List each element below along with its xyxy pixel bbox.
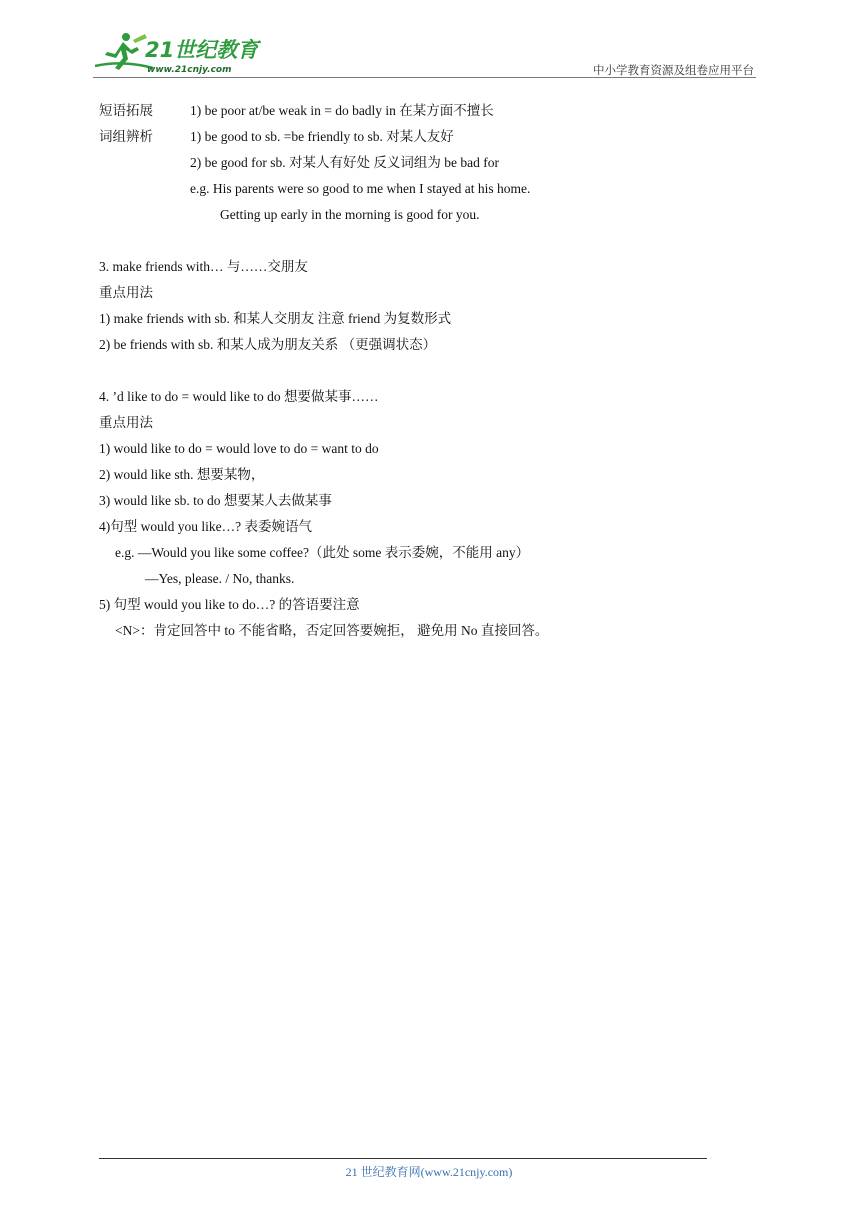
section-4-item-2: 2) would like sth. 想要某物， <box>99 467 265 482</box>
distinction-line-1: 1) be good to sb. =be friendly to sb. 对某人友好 <box>190 129 454 144</box>
section-4-title: 4. ’d like to do = would like to do 想要做某事…… <box>99 389 379 404</box>
spacer <box>99 228 759 254</box>
section-3-item-1: 1) make friends with sb. 和某人交朋友 注意 friend 为复数形式 <box>99 311 452 326</box>
section-3-key-usage-row <box>99 280 759 306</box>
section-3-title-row <box>99 254 759 280</box>
section-4-item-4-row <box>99 514 759 540</box>
document-body <box>99 98 759 644</box>
distinction-line-2: 2) be good for sb. 对某人有好处 反义词组为 be bad for <box>190 155 499 170</box>
section-4-item-3: 3) would like sb. to do 想要某人去做某事 <box>99 493 332 508</box>
distinction-example-1: e.g. His parents were so good to me when I stayed at his home. <box>190 181 531 196</box>
section-4-key-usage: 重点用法 <box>99 415 153 430</box>
section-4-item-5: 5) 句型 would you like to do…? 的答语要注意 <box>99 597 360 612</box>
section-4-example-2: —Yes, please. / No, thanks. <box>145 571 295 586</box>
section-3-item-2-row <box>99 332 759 358</box>
running-figure-icon <box>93 30 263 76</box>
distinction-row-2 <box>99 150 759 176</box>
expansion-line-1: 1) be poor at/be weak in = do badly in 在某方面不擅长 <box>190 103 494 118</box>
expansion-row <box>99 98 759 124</box>
section-4-example-1: e.g. —Would you like some coffee?（此处 some 表示委婉，不能用 any） <box>115 545 530 560</box>
distinction-row <box>99 124 759 150</box>
section-4-example-2-row <box>99 566 759 592</box>
section-4-key-usage-row <box>99 410 759 436</box>
distinction-row-3 <box>99 176 759 202</box>
section-4-item-1: 1) would like to do = would love to do = want to do <box>99 441 379 456</box>
header-divider <box>93 77 756 78</box>
section-4-item-4: 4)句型 would you like…? 表委婉语气 <box>99 519 312 534</box>
page-header <box>93 30 756 78</box>
section-3-item-1-row <box>99 306 759 332</box>
distinction-example-2: Getting up early in the morning is good for you. <box>220 207 480 222</box>
logo-url: www.21cnjy.com <box>147 65 232 75</box>
spacer <box>99 358 759 384</box>
section-4-item-2-row <box>99 462 759 488</box>
section-4-item-1-row <box>99 436 759 462</box>
section-3-key-usage: 重点用法 <box>99 285 153 300</box>
distinction-row-4 <box>99 202 759 228</box>
section-4-item-5-row <box>99 592 759 618</box>
logo-wordmark: 21世纪教育 <box>145 38 259 62</box>
section-4-item-3-row <box>99 488 759 514</box>
section-4-example-1-row <box>99 540 759 566</box>
section-3-item-2: 2) be friends with sb. 和某人成为朋友关系 （更强调状态） <box>99 337 437 352</box>
logo <box>93 30 263 76</box>
footer-divider <box>99 1158 707 1159</box>
section-3-title: 3. make friends with… 与……交朋友 <box>99 259 308 274</box>
footer-link[interactable]: 21 世纪教育网(www.21cnjy.com) <box>345 1165 513 1179</box>
section-4-note: <N>：肯定回答中 to 不能省略，否定回答要婉拒， 避免用 No 直接回答。 <box>115 623 549 638</box>
platform-name: 中小学教育资源及组卷应用平台 <box>593 63 754 77</box>
section-4-note-row <box>99 618 759 644</box>
distinction-label: 词组辨析 <box>99 129 153 144</box>
section-4-title-row <box>99 384 759 410</box>
expansion-label: 短语拓展 <box>99 103 153 118</box>
